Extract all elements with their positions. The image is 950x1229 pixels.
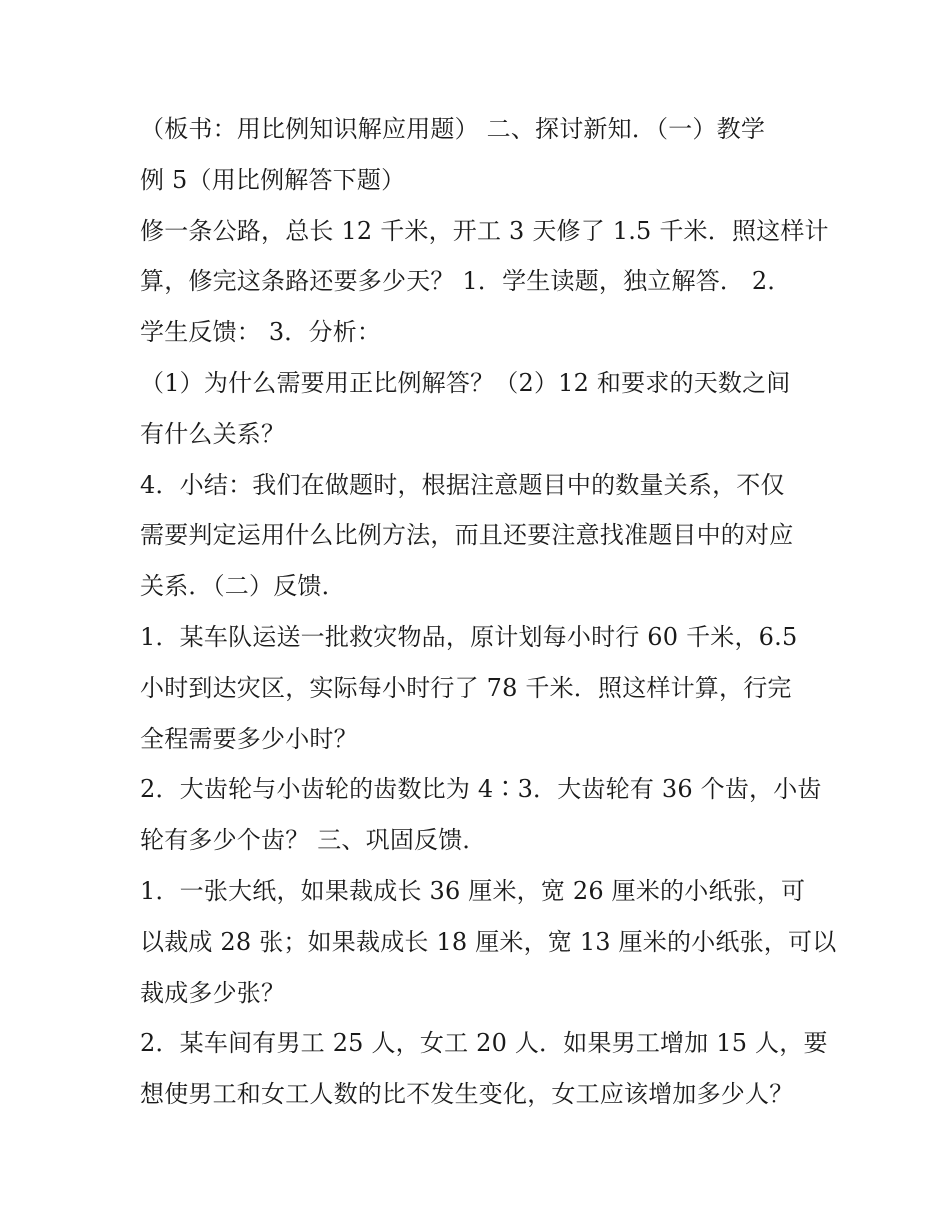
text-line: 学生反馈： 3．分析：	[140, 318, 382, 347]
text-line: 修一条公路，总长 12 千米，开工 3 天修了 1.5 千米．照这样计	[140, 216, 829, 245]
text-line: 2．某车间有男工 25 人，女工 20 人．如果男工增加 15 人，要	[140, 1029, 828, 1058]
text-line: 裁成多少张？	[140, 978, 286, 1007]
text-line: 小时到达灾区，实际每小时行了 78 千米．照这样计算，行完	[140, 673, 792, 702]
text-line: 有什么关系？	[140, 419, 286, 448]
text-line: 需要判定运用什么比例方法，而且还要注意找准题目中的对应	[140, 521, 794, 550]
text-line: （板书：用比例知识解应用题） 二、探讨新知．（一）教学	[140, 115, 766, 143]
text-line: 以裁成 28 张；如果裁成长 18 厘米，宽 13 厘米的小纸张，可以	[140, 927, 837, 956]
document-body	[140, 104, 837, 1120]
text-line: 1．某车队运送一批救灾物品，原计划每小时行 60 千米，6.5	[140, 622, 798, 651]
text-line: 4．小结：我们在做题时，根据注意题目中的数量关系，不仅	[140, 470, 785, 499]
text-line: 全程需要多少小时？	[140, 724, 358, 753]
text-line: 例 5（用比例解答下题）	[140, 165, 406, 194]
text-line: 想使男工和女工人数的比不发生变化，女工应该增加多少人？	[140, 1080, 794, 1109]
text-line: 轮有多少个齿？ 三、巩固反馈．	[140, 826, 487, 855]
text-line: 2．大齿轮与小齿轮的齿数比为 4∶3．大齿轮有 36 个齿，小齿	[140, 775, 822, 804]
text-line: （1）为什么需要用正比例解答？（2）12 和要求的天数之间	[140, 368, 791, 397]
text-line: 1．一张大纸，如果裁成长 36 厘米，宽 26 厘米的小纸张，可	[140, 876, 806, 905]
text-line: 算，修完这条路还要多少天？ 1．学生读题，独立解答． 2．	[140, 267, 792, 296]
text-line: 关系．（二）反馈．	[140, 572, 346, 601]
